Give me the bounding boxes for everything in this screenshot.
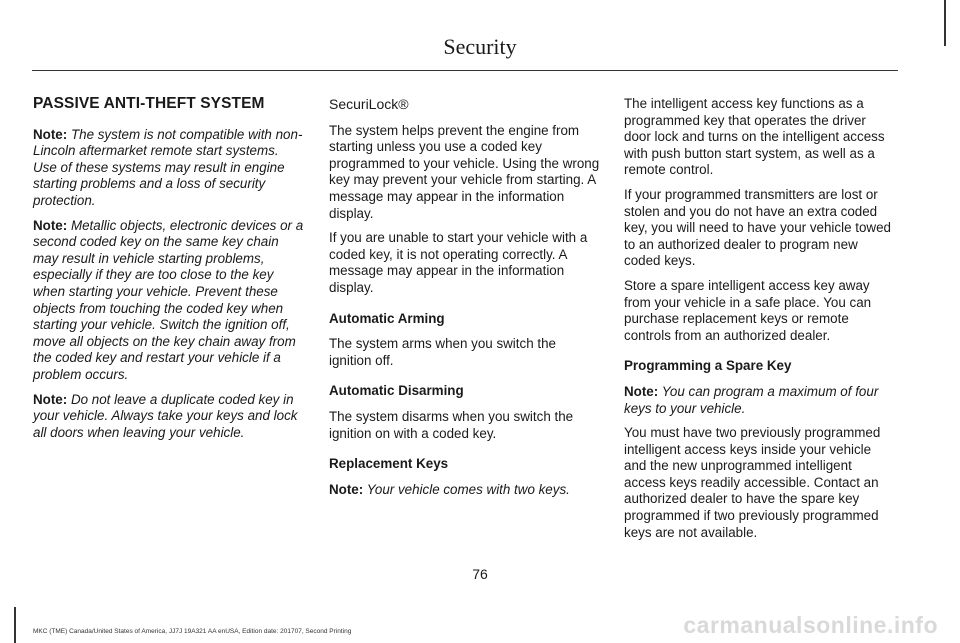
note-label: Note: (624, 383, 659, 399)
programming-spare-key-heading: Programming a Spare Key (624, 358, 792, 374)
watermark-logo: carmanualsonline.info (683, 612, 938, 638)
note-label: Note: (33, 126, 68, 142)
crop-mark (14, 607, 16, 643)
programming-requirements-paragraph: You must have two previously programmed intelligent access keys inside your vehicle and the new unprogrammed intelligent access keys readily accessible. Contact an authorized dealer to have the spare key programmed if two previously programmed keys are not available. (624, 425, 881, 540)
securilock-paragraph: The system helps prevent the engine from starting unless you use a coded key programmed to your vehicle. Using the wrong key may prevent your vehicle from starting. A message may appear in the information display. (329, 122, 600, 221)
column-left (33, 96, 305, 449)
note-two-keys (329, 482, 601, 499)
securilock-paragraph: If you are unable to start your vehicle with a coded key, it is not operating correctly. A message may appear in the information display. (329, 230, 588, 295)
note-max-four-keys (624, 384, 896, 417)
lost-transmitters-paragraph: If your programmed transmitters are lost or stolen and you do not have an extra coded key, you will need to have your vehicle towed to an authorized dealer to program new coded keys. (624, 186, 891, 269)
spare-key-paragraph: Store a spare intelligent access key away from your vehicle in a safe place. You can purchase replacement keys or remote controls from an authorized dealer. (624, 277, 872, 343)
note-label: Note: (33, 391, 68, 407)
intelligent-key-paragraph: The intelligent access key functions as a programmed key that operates the driver door lock and turns on the intelligent access with push button start system, as well as a remote control. (624, 96, 885, 178)
crop-mark (944, 0, 946, 46)
note-text: Do not leave a duplicate coded key in your vehicle. Always take your keys and lock all doors when leaving your vehicle. (33, 391, 298, 440)
note-text: Your vehicle comes with two keys. (363, 481, 570, 497)
note-metallic-objects (33, 218, 305, 384)
column-middle (329, 96, 601, 506)
automatic-arming-heading: Automatic Arming (329, 310, 445, 326)
note-text: The system is not compatible with non-Lincoln aftermarket remote start systems. Use of these systems may result in engine starting problems and a loss of security protection. (33, 126, 303, 208)
footer-edition-text: MKC (TME) Canada/United States of America, JJ7J 19A321 AA enUSA, Edition date: 201707, Second Printing (33, 628, 352, 635)
page-title: Security (443, 34, 517, 59)
note-label: Note: (33, 217, 68, 233)
automatic-disarming-heading: Automatic Disarming (329, 383, 464, 399)
note-text: Metallic objects, electronic devices or a second coded key on the same key chain may result in vehicle starting problems, especially if they are too close to the key when starting your vehicle. Prevent these objects from touching the coded key when starting your vehicle. Switch the ignition off, move all objects on the key chain away from the coded key and restart your vehicle if a problem occurs. (33, 217, 304, 382)
note-aftermarket-remote (33, 127, 305, 210)
replacement-keys-heading: Replacement Keys (329, 456, 449, 472)
page-number: 76 (472, 566, 488, 582)
automatic-arming-text: The system arms when you switch the ignition off. (329, 336, 556, 368)
column-right (624, 96, 896, 549)
securilock-heading: SecuriLock® (329, 96, 409, 112)
section-title: PASSIVE ANTI-THEFT SYSTEM (33, 95, 265, 112)
note-duplicate-key (33, 392, 305, 442)
note-text: You can program a maximum of four keys to your vehicle. (624, 383, 879, 416)
header-divider (32, 70, 898, 71)
automatic-disarming-text: The system disarms when you switch the ignition on with a coded key. (329, 408, 574, 441)
note-label: Note: (329, 481, 364, 497)
